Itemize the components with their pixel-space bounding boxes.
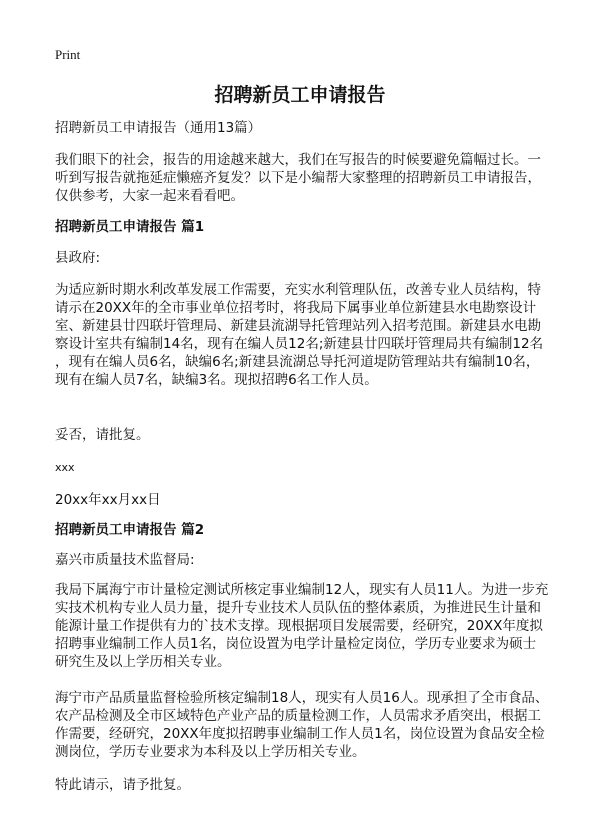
closing: 特此请示，请予批复。 xyxy=(55,777,190,793)
body-paragraph xyxy=(55,581,575,671)
text-line: 测岗位，学历专业要求为本科及以上学历相关专业。 xyxy=(55,744,366,760)
text-line: 研究生及以上学历相关专业。 xyxy=(55,654,231,670)
section-heading: 招聘新员工申请报告 篇1 xyxy=(55,219,205,235)
text-line: 现有在编人员7名，缺编3名。现拟招聘6名工作人员。 xyxy=(55,372,378,388)
text-line: 我们眼下的社会，报告的用途越来越大，我们在写报告的时候要避免篇幅过长。一 xyxy=(55,152,541,168)
signature: xxx xyxy=(55,461,75,474)
text-line: 室、新建县廿四联圩管理局、新建县流湖导托管理站列入招考范围。新建县水电勘 xyxy=(55,318,541,334)
text-line: 为适应新时期水利改革发展工作需要，充实水利管理队伍，改善专业人员结构，特 xyxy=(55,282,541,298)
text-line: 作需要，经研究，20XX年度拟招聘事业编制工作人员1名，岗位设置为食品安全检 xyxy=(55,726,545,742)
closing: 妥否，请批复。 xyxy=(55,427,150,443)
text-line: 仅供参考，大家一起来看看吧。 xyxy=(55,188,244,204)
subtitle: 招聘新员工申请报告（通用13篇） xyxy=(55,120,262,136)
text-line: 农产品检测及全市区域特色产业产品的质量检测工作，人员需求矛盾突出，根据工 xyxy=(55,708,541,724)
text-line: 察设计室共有编制14名，现有在编人员12名;新建县廿四联圩管理局共有编制12名 xyxy=(55,336,544,352)
text-line: 实技术机构专业人员力量，提升专业技术人员队伍的整体素质，为推进民生计量和 xyxy=(55,600,541,616)
date: 20xx年xx月xx日 xyxy=(55,492,161,508)
body-paragraph xyxy=(55,689,575,761)
text-line: 听到写报告就拖延症懒癌齐复发？以下是小编帮大家整理的招聘新员工申请报告， xyxy=(55,170,541,186)
text-line: 招聘事业编制工作人员1名，岗位设置为电学计量检定岗位，学历专业要求为硕士 xyxy=(55,636,537,652)
text-line: ，现有在编人员6名，缺编6名;新建县流湖总导托河道堤防管理站共有编制10名， xyxy=(55,354,540,370)
section-heading: 招聘新员工申请报告 篇2 xyxy=(55,522,205,538)
page-title: 招聘新员工申请报告 xyxy=(214,84,386,106)
addressee: 县政府: xyxy=(55,250,101,266)
text-line: 海宁市产品质量监督检验所核定编制18人，现实有人员16人。现承担了全市食品、 xyxy=(55,690,549,706)
text-line: 请示在20XX年的全市事业单位招考时，将我局下属事业单位新建县水电勘察设计 xyxy=(55,300,537,316)
addressee: 嘉兴市质量技术监督局: xyxy=(55,552,195,568)
print-link[interactable]: Print xyxy=(55,47,81,62)
intro-paragraph xyxy=(55,151,575,205)
body-paragraph xyxy=(55,281,575,389)
text-line: 能源计量工作提供有力的`技术支撑。现根据项目发展需要，经研究，20XX年度拟 xyxy=(55,618,543,634)
text-line: 我局下属海宁市计量检定测试所核定事业编制12人，现实有人员11人。为进一步充 xyxy=(55,582,549,598)
